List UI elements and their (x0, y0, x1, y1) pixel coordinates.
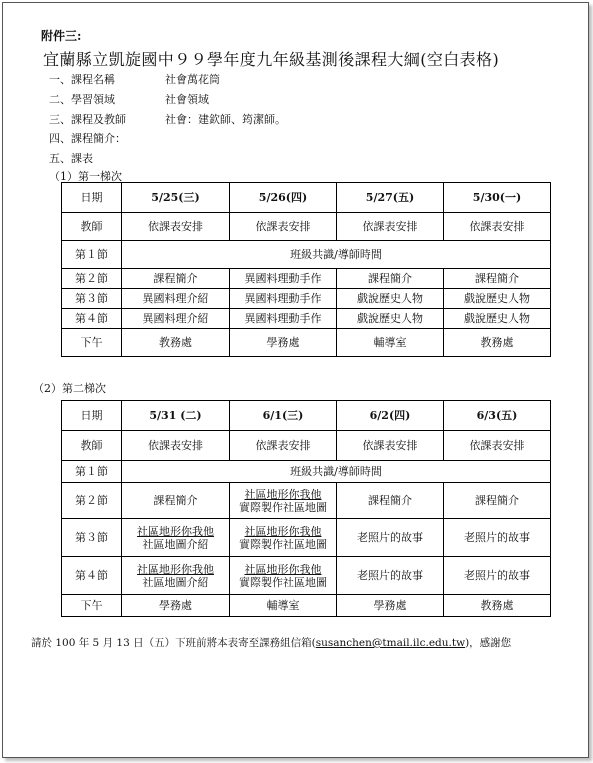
table-cell: 學務處 (230, 329, 337, 357)
session2-label: （2）第二梯次 (33, 382, 106, 395)
table-cell: 依課表安排 (337, 431, 444, 461)
table-cell: 戲說歷史人物 (444, 309, 551, 329)
info-label-intro: 四、課程簡介： (49, 132, 126, 145)
table-cell: 學務處 (122, 595, 230, 617)
table-cell: 6/2(四) (337, 401, 444, 431)
table-cell: 戲說歷史人物 (337, 289, 444, 309)
table-cell (122, 519, 230, 557)
table-cell: 老照片的故事 (444, 519, 551, 557)
table-cell: 6/1(三) (230, 401, 337, 431)
table-row (62, 329, 551, 357)
table-cell: 輔導室 (337, 329, 444, 357)
table-cell: 異國料理動手作 (230, 309, 337, 329)
table-cell: 第４節 (62, 309, 122, 329)
cell-line: 社區地形你我他 (137, 562, 214, 576)
table-row (62, 213, 551, 241)
table-cell: 學務處 (337, 595, 444, 617)
table-cell: 第２節 (62, 269, 122, 289)
table-row (62, 241, 551, 269)
info-label-domain: 二、學習領域 (49, 93, 115, 106)
table-cell: 課程簡介 (122, 483, 230, 519)
table-cell: 下午 (62, 595, 122, 617)
table-cell: 第４節 (62, 557, 122, 595)
info-label-course-name: 一、課程名稱 (49, 73, 115, 86)
table-cell: 第１節 (62, 241, 122, 269)
footer-text-before: 請於 100 年 5 月 13 日（五）下班前將本表寄至課務組信箱( (31, 637, 316, 649)
info-value-teachers: 社會：建欽師、筠潔師。 (165, 113, 286, 126)
info-label-schedule: 五、課表 (49, 152, 93, 165)
table-cell: 依課表安排 (122, 213, 230, 241)
table-cell: 6/3(五) (444, 401, 551, 431)
table-row (62, 289, 551, 309)
info-value-course-name: 社會萬花筒 (165, 73, 220, 86)
table-cell: 班級共識/導師時間 (122, 241, 551, 269)
footer-note (31, 635, 511, 650)
table-cell: 老照片的故事 (337, 557, 444, 595)
table-cell: 課程簡介 (444, 483, 551, 519)
table-cell: 下午 (62, 329, 122, 357)
info-value-domain: 社會領域 (165, 93, 209, 106)
table-cell: 課程簡介 (444, 269, 551, 289)
table-cell: 5/26(四) (230, 183, 337, 213)
footer-text-after: )，感謝您 (465, 637, 512, 649)
table-row (62, 595, 551, 617)
table-row (62, 183, 551, 213)
table-cell: 依課表安排 (230, 213, 337, 241)
cell-line: 社區地形你我他 (244, 487, 322, 501)
table-cell: 依課表安排 (444, 431, 551, 461)
cell-line: 實際製作社區地圖 (239, 537, 327, 551)
table-cell: 輔導室 (230, 595, 337, 617)
table-cell (230, 557, 337, 595)
email-link[interactable]: susanchen@tmail.ilc.edu.tw (315, 637, 466, 649)
table-cell: 課程簡介 (337, 483, 444, 519)
table-row (62, 519, 551, 557)
table-row (62, 461, 551, 483)
table-cell: 依課表安排 (122, 431, 230, 461)
cell-line: 社區地圖介紹 (142, 575, 209, 589)
table-cell: 第１節 (62, 461, 122, 483)
cell-line: 社區地形你我他 (244, 524, 322, 538)
annex-label: 附件三: (41, 29, 82, 43)
table-cell: 異國料理動手作 (230, 289, 337, 309)
cell-line: 社區地圖介紹 (142, 537, 209, 551)
table-cell: 5/30(一) (444, 183, 551, 213)
table-row (62, 431, 551, 461)
session2-table (61, 400, 551, 617)
table-cell: 異國料理動手作 (230, 269, 337, 289)
table-cell: 5/25(三) (122, 183, 230, 213)
table-cell: 依課表安排 (230, 431, 337, 461)
table-cell: 依課表安排 (337, 213, 444, 241)
page-title: 宜蘭縣立凱旋國中９９學年度九年級基測後課程大綱(空白表格) (43, 50, 500, 69)
table-cell (230, 519, 337, 557)
table-cell: 第３節 (62, 289, 122, 309)
cell-line: 實際製作社區地圖 (239, 575, 327, 589)
session1-label: （1）第一梯次 (49, 170, 122, 183)
table-cell: 老照片的故事 (444, 557, 551, 595)
document-page (2, 2, 589, 758)
session1-table (61, 182, 551, 357)
table-cell: 日期 (62, 183, 122, 213)
table-cell: 課程簡介 (122, 269, 230, 289)
table-cell: 異國料理介紹 (122, 289, 230, 309)
table-cell: 戲說歷史人物 (337, 309, 444, 329)
table-cell: 異國料理介紹 (122, 309, 230, 329)
table-row (62, 269, 551, 289)
table-row (62, 309, 551, 329)
table-row (62, 483, 551, 519)
table-cell: 教務處 (122, 329, 230, 357)
table-cell: 5/27(五) (337, 183, 444, 213)
table-cell: 教師 (62, 213, 122, 241)
table-cell: 教務處 (444, 329, 551, 357)
cell-line: 實際製作社區地圖 (239, 500, 327, 514)
cell-line: 社區地形你我他 (137, 524, 214, 538)
table-cell: 日期 (62, 401, 122, 431)
table-cell: 老照片的故事 (337, 519, 444, 557)
table-cell: 教師 (62, 431, 122, 461)
table-cell (122, 557, 230, 595)
cell-line: 社區地形你我他 (244, 562, 322, 576)
table-cell: 班級共識/導師時間 (122, 461, 551, 483)
table-row (62, 401, 551, 431)
table-cell: 依課表安排 (444, 213, 551, 241)
table-cell (230, 483, 337, 519)
table-cell: 戲說歷史人物 (444, 289, 551, 309)
table-cell: 第３節 (62, 519, 122, 557)
table-cell: 教務處 (444, 595, 551, 617)
table-row (62, 557, 551, 595)
table-cell: 第２節 (62, 483, 122, 519)
table-cell: 課程簡介 (337, 269, 444, 289)
table-cell: 5/31 (二) (122, 401, 230, 431)
info-label-teachers: 三、課程及教師 (49, 113, 126, 126)
